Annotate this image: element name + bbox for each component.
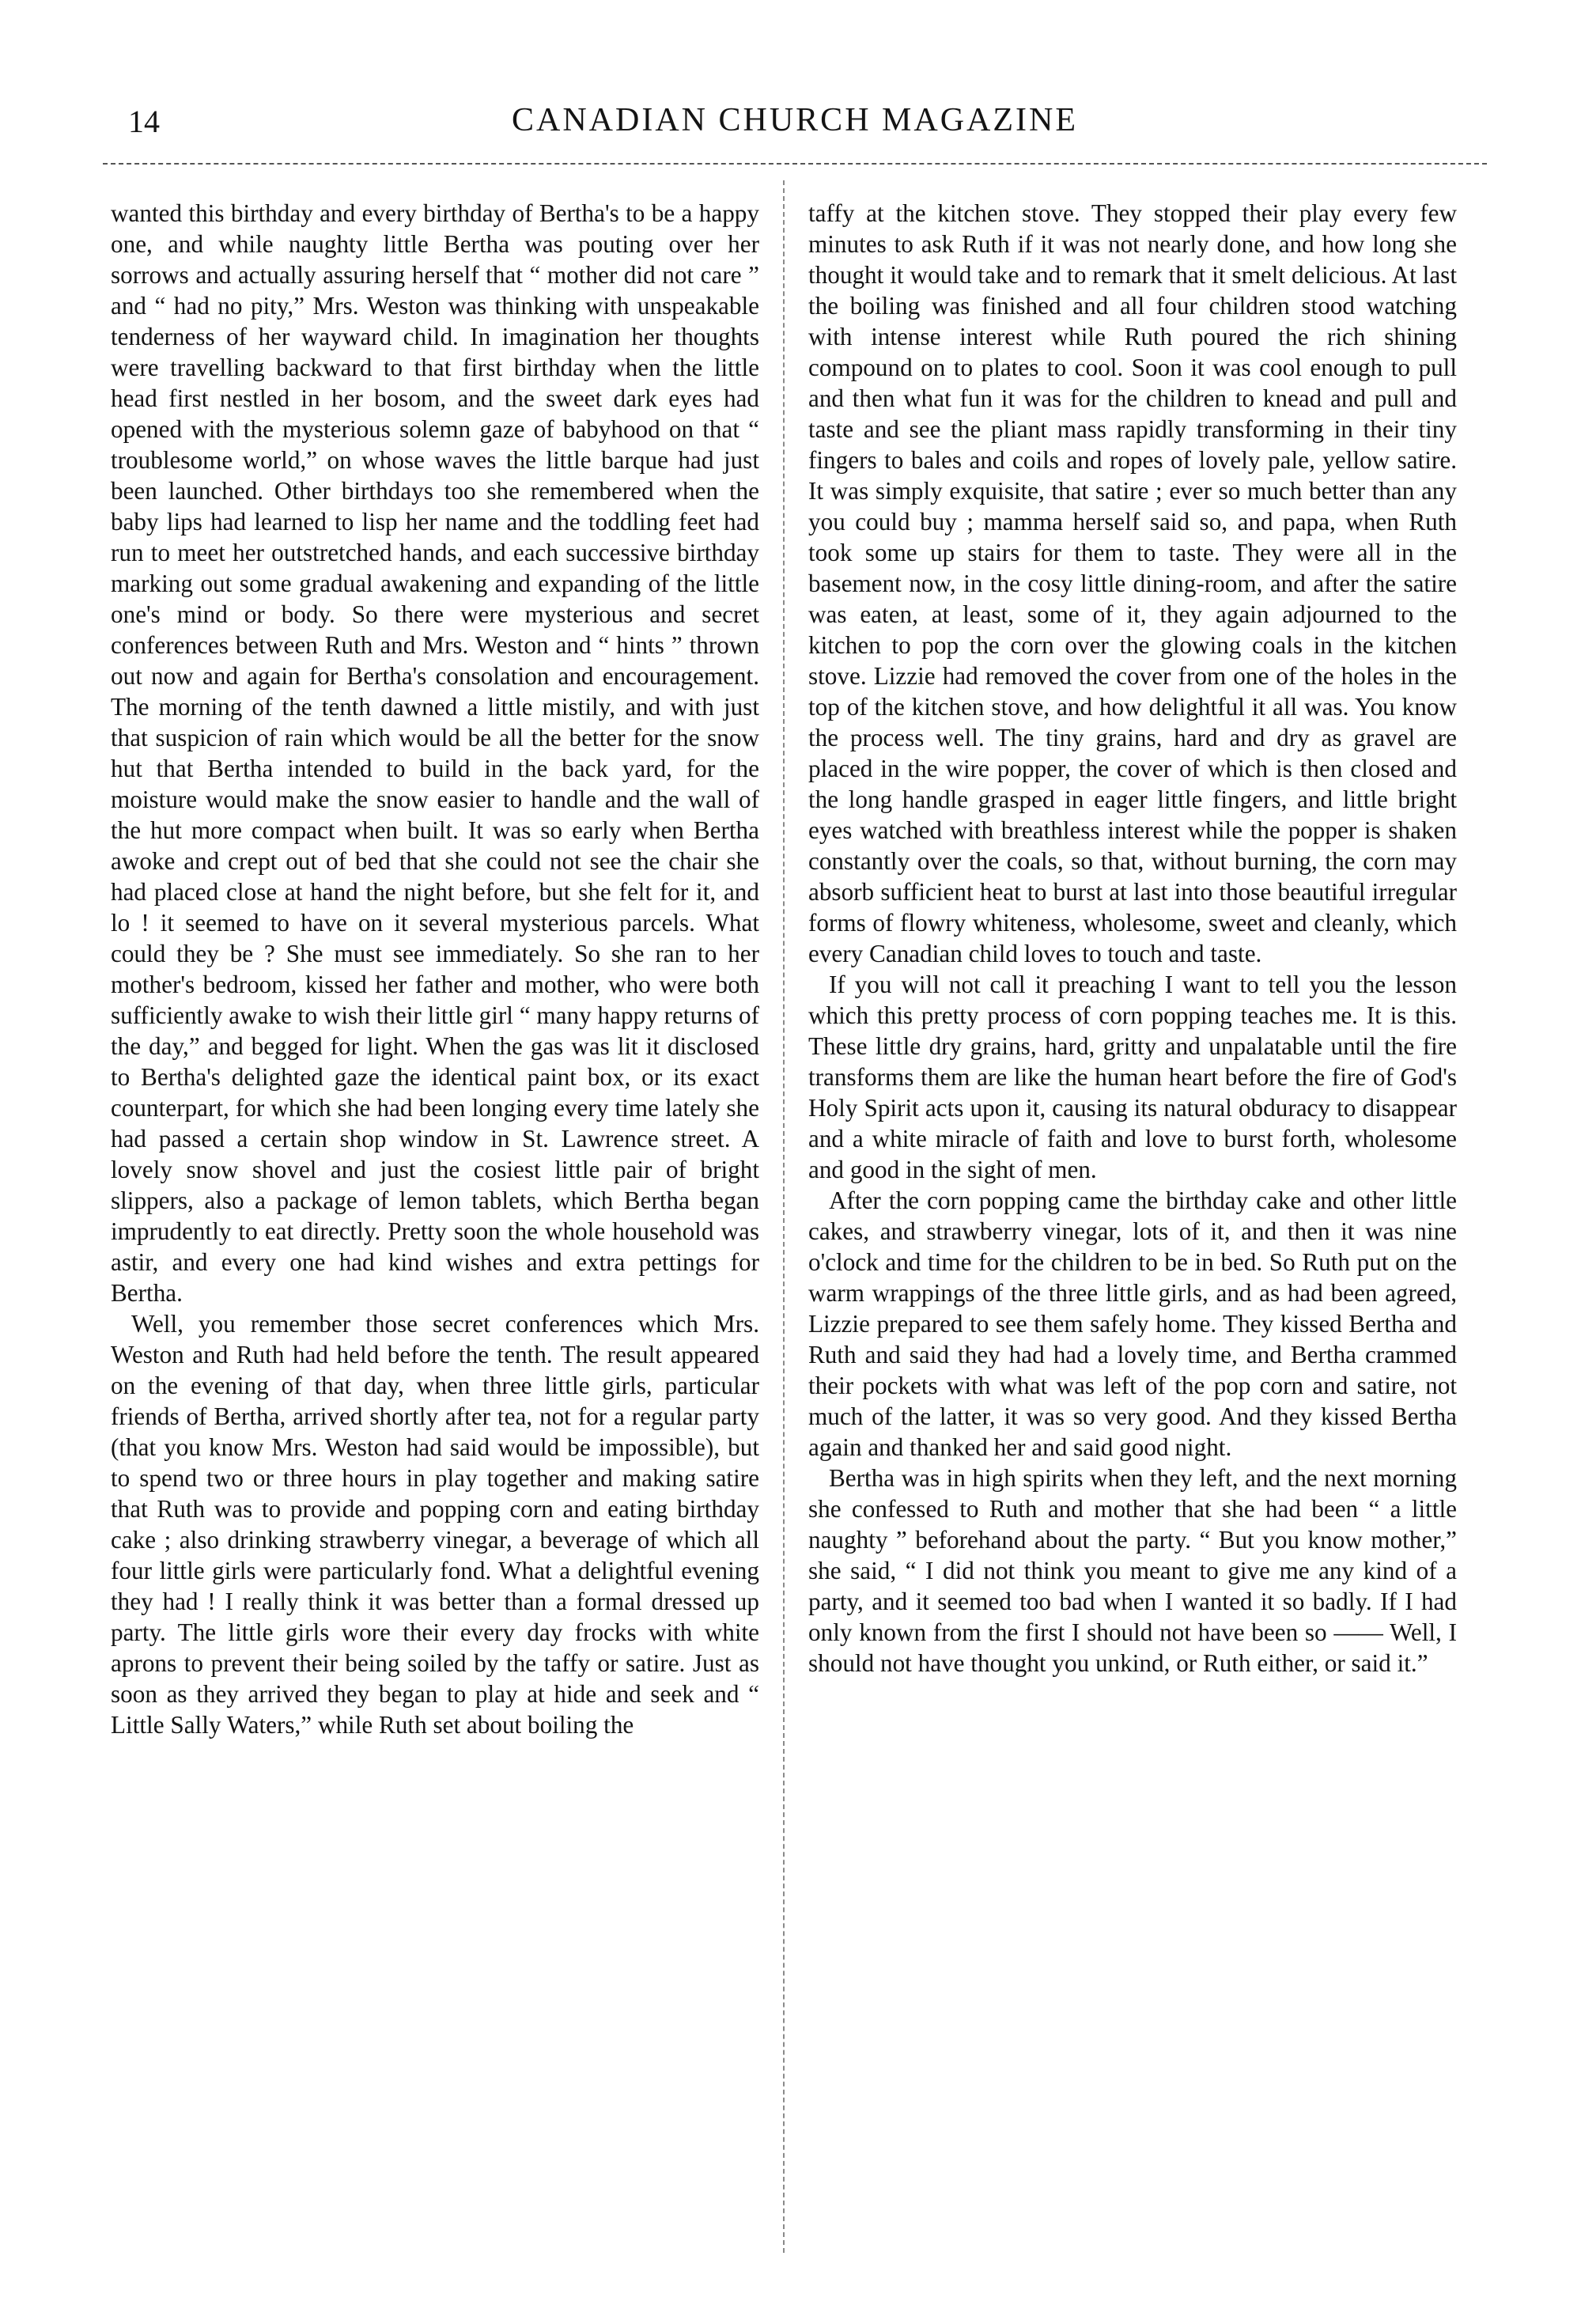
paragraph: If you will not call it preaching I want to tell you the lesson which this pretty process of corn popping teaches me. It is this. These little dry grains, hard, gritty and unpalatable until the fire transforms them are like the human heart before the fire of God's Holy Spirit acts upon it, causing its natural obduracy to disappear and a white miracle of faith and love to burst forth, wholesome and good in the sight of men. xyxy=(808,971,1457,1183)
paragraph: Bertha was in high spirits when they left, and the next morning she confessed to Ruth and mother that she had been “ a little naughty ” beforehand about the party. “ But you know mother,” she said, “ I did not think you meant to give me any kind of a party, and it seemed too bad when I wanted it so badly. If I had only known from the first I should not have been so —— Well, I should not have thought you unkind, or Ruth either, or said it.” xyxy=(808,1464,1457,1677)
paragraph: taffy at the kitchen stove. They stopped their play every few minutes to ask Ruth if it was not nearly done, and how long she thought it would take and to remark that it smelt delicious. At last the boiling was finished and all four children stood watching with intense interest while Ruth poured the rich shining compound on to plates to cool. Soon it was cool enough to pull and then what fun it was for the children to knead and pull and taste and see the pliant mass rapidly transforming in their tiny fingers to bales and coils and ropes of lovely pale, yellow satire. It was simply exquisite, that satire ; ever so much better than any you could buy ; mamma herself said so, and papa, when Ruth took some up stairs for them to taste. They were all in the basement now, in the cosy little dining-room, and after the satire was eaten, at least, some of it, they again adjourned to the kitchen to pop the corn over the glowing coals in the kitchen stove. Lizzie had removed the cover from one of the holes in the top of the kitchen stove, and how delightful it all was. You know the process well. The tiny grains, hard and dry as gravel are placed in the wire popper, the cover of which is then closed and the long handle grasped in eager little fingers, and little bright eyes watched with breathless interest while the popper is shaken constantly over the coals, so that, without burning, the corn may absorb sufficient heat to burst at last into those beautiful irregular forms of flowry whiteness, wholesome, sweet and cleanly, which every Canadian child loves to touch and taste. xyxy=(808,199,1457,967)
page-header xyxy=(103,97,1487,152)
running-title: CANADIAN CHURCH MAGAZINE xyxy=(512,102,1078,138)
page-number: 14 xyxy=(128,104,160,139)
paragraph: wanted this birthday and every birthday of Bertha's to be a happy one, and while naughty little Bertha was pouting over her sorrows and actually assuring herself that “ mother did not care ” and “ had no pity,” Mrs. Weston was thinking with unspeakable tenderness of her wayward child. In imagination her thoughts were travelling backward to that first birthday when the little head first nestled in her bosom, and the sweet dark eyes had opened with the mysterious solemn gaze of babyhood on that “ troublesome world,” on whose waves the little barque had just been launched. Other birthdays too she remembered when the baby lips had learned to lisp her name and the toddling feet had run to meet her outstretched hands, and each successive birthday marking out some gradual awakening and expanding of the little one's mind or body. So there were mysterious and secret conferences between Ruth and Mrs. Weston and “ hints ” thrown out now and again for Bertha's consolation and encouragement. The morning of the tenth dawned a little mistily, and with just that suspicion of rain which would be all the better for the snow hut that Bertha intended to build in the back yard, for the moisture would make the snow easier to handle and the wall of the hut more compact when built. It was so early when Bertha awoke and crept out of bed that she could not see the chair she had placed close at hand the night before, but she felt for it, and lo ! it seemed to have on it several mysterious parcels. What could they be ? She must see immediately. So she ran to her mother's bedroom, kissed her father and mother, who were both sufficiently awake to wish their little girl “ many happy returns of the day,” and begged for light. When the gas was lit it disclosed to Bertha's delighted gaze the identical paint box, or its exact counterpart, for which she had been longing every time lately she had passed a certain shop window in St. Lawrence street. A lovely snow shovel and just the cosiest little pair of bright slippers, also a package of lemon tablets, which Bertha began imprudently to eat directly. Pretty soon the whole household was astir, and every one had kind wishes and extra pettings for Bertha. xyxy=(111,199,759,1307)
column-rule xyxy=(783,180,785,2253)
right-column xyxy=(808,198,1457,2270)
left-column xyxy=(111,198,759,2270)
paragraph: Well, you remember those secret conferences which Mrs. Weston and Ruth had held before the tenth. The result appeared on the evening of that day, when three little girls, particular friends of Bertha, arrived shortly after tea, not for a regular party (that you know Mrs. Weston had said would be impossible), but to spend two or three hours in play together and making satire that Ruth was to provide and popping corn and eating birthday cake ; also drinking strawberry vinegar, a beverage of which all four little girls were particularly fond. What a delightful evening they had ! I really think it was better than a formal dressed up party. The little girls wore their every day frocks with white aprons to prevent their being soiled by the taffy or satire. Just as soon as they arrived they began to play at hide and seek and “ Little Sally Waters,” while Ruth set about boiling the xyxy=(111,1310,759,1739)
header-rule xyxy=(103,163,1487,165)
paragraph: After the corn popping came the birthday cake and other little cakes, and strawberry vinegar, lots of it, and then it was nine o'clock and time for the children to be in bed. So Ruth put on the warm wrappings of the three little girls, and as had been agreed, Lizzie prepared to see them safely home. They kissed Bertha and Ruth and said they had had a lovely time, and Bertha crammed their pockets with what was left of the pop corn and satire, not much of the latter, it was so very good. And they kissed Bertha again and thanked her and said good night. xyxy=(808,1187,1457,1461)
